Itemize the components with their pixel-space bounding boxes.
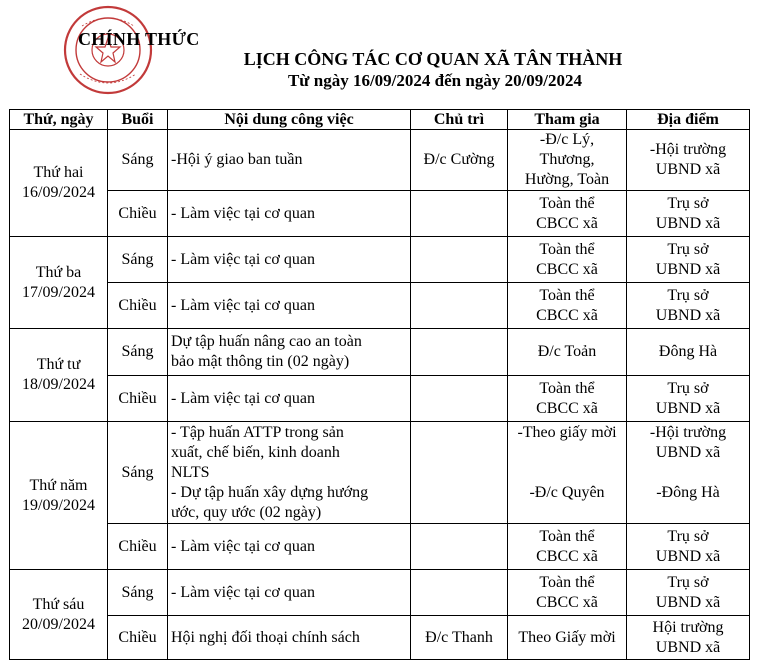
location-cell — [627, 191, 750, 237]
participants-line: CBCC xã — [536, 593, 598, 611]
location-line: UBND xã — [655, 399, 721, 417]
date-range: Từ ngày 16/09/2024 đến ngày 20/09/2024 — [287, 71, 583, 90]
location-line: Trụ sở — [667, 194, 709, 212]
location-line: Trụ sở — [667, 286, 709, 304]
content-line: -Hội ý giao ban tuần — [171, 151, 303, 168]
content-line: - Làm việc tại cơ quan — [171, 537, 315, 555]
participants-line: Đ/c Toản — [537, 343, 597, 360]
participants-cell — [508, 329, 627, 376]
header-day: Thứ, ngày — [10, 110, 108, 130]
table-row — [10, 130, 750, 191]
participants-line: CBCC xã — [536, 306, 598, 324]
location-cell — [627, 422, 750, 524]
official-stamp-text: CHÍNH THỨC — [78, 29, 200, 49]
host-cell — [411, 237, 508, 283]
day-name: Thứ hai — [33, 164, 84, 181]
day-cell — [10, 237, 108, 329]
day-date: 17/09/2024 — [22, 283, 95, 301]
content-line: - Làm việc tại cơ quan — [171, 583, 315, 601]
content-cell — [168, 329, 411, 376]
location-line: UBND xã — [655, 443, 721, 461]
location-cell — [627, 283, 750, 329]
header-session: Buổi — [108, 110, 168, 130]
day-cell — [10, 130, 108, 237]
table-row — [10, 376, 750, 422]
content-line: bảo mật thông tin (02 ngày) — [171, 353, 350, 370]
session-cell: Chiều — [108, 524, 168, 570]
location-line: Trụ sở — [667, 240, 709, 258]
location-line: UBND xã — [655, 547, 721, 565]
page-title: LỊCH CÔNG TÁC CƠ QUAN XÃ TÂN THÀNH — [243, 49, 623, 69]
content-cell — [168, 237, 411, 283]
header-host: Chủ trì — [411, 110, 508, 130]
content-line: xuất, chế biến, kinh doanh — [171, 443, 340, 461]
location-line: UBND xã — [655, 306, 721, 324]
table-row — [10, 329, 750, 376]
content-cell — [168, 570, 411, 616]
content-line: - Làm việc tại cơ quan — [171, 204, 315, 222]
day-date: 16/09/2024 — [22, 184, 95, 201]
content-cell — [168, 191, 411, 237]
host-cell — [411, 329, 508, 376]
table-row — [10, 616, 750, 660]
participants-cell — [508, 237, 627, 283]
location-line: UBND xã — [655, 593, 721, 611]
location-cell — [627, 570, 750, 616]
location-line: UBND xã — [655, 214, 721, 232]
header-content: Nội dung công việc — [168, 110, 411, 130]
schedule-table — [9, 109, 750, 660]
host-cell: Đ/c Cường — [411, 130, 508, 191]
table-row — [10, 524, 750, 570]
session-cell: Sáng — [108, 329, 168, 376]
location-cell — [627, 329, 750, 376]
location-line: Đông Hà — [658, 343, 718, 360]
location-line: -Hội trường — [649, 423, 727, 441]
table-header-row — [10, 110, 750, 130]
participants-cell — [508, 191, 627, 237]
session-cell: Chiều — [108, 616, 168, 660]
day-date: 19/09/2024 — [22, 496, 95, 514]
participants-line: Toàn thể — [539, 194, 595, 212]
participants-line — [511, 503, 623, 523]
participants-line: -Theo giấy mời — [517, 423, 617, 441]
content-line: ước, quy ước (02 ngày) — [171, 503, 322, 521]
participants-cell — [508, 524, 627, 570]
participants-line: CBCC xã — [536, 547, 598, 565]
participants-line: Theo Giấy mời — [518, 628, 616, 646]
day-name: Thứ sáu — [32, 595, 85, 613]
participants-line: Toàn thể — [539, 527, 595, 545]
participants-line: CBCC xã — [536, 214, 598, 232]
table-row — [10, 422, 750, 524]
location-cell — [627, 130, 750, 191]
host-cell — [411, 376, 508, 422]
session-cell: Sáng — [108, 422, 168, 524]
participants-line: CBCC xã — [536, 399, 598, 417]
participants-cell — [508, 422, 627, 524]
content-line: - Làm việc tại cơ quan — [171, 389, 315, 407]
host-cell — [411, 283, 508, 329]
location-line: Trụ sở — [667, 527, 709, 545]
location-line — [630, 463, 746, 483]
location-cell — [627, 376, 750, 422]
content-line: - Làm việc tại cơ quan — [171, 296, 315, 314]
participants-cell — [508, 130, 627, 191]
participants-cell — [508, 570, 627, 616]
day-cell — [10, 422, 108, 570]
session-cell: Sáng — [108, 130, 168, 191]
content-cell — [168, 130, 411, 191]
participants-line — [511, 443, 623, 463]
host-cell — [411, 422, 508, 524]
host-cell — [411, 524, 508, 570]
content-cell — [168, 283, 411, 329]
location-line: Trụ sở — [667, 379, 709, 397]
session-cell: Sáng — [108, 237, 168, 283]
table-row — [10, 191, 750, 237]
day-cell — [10, 570, 108, 660]
host-cell — [411, 191, 508, 237]
participants-cell — [508, 376, 627, 422]
location-cell — [627, 616, 750, 660]
session-cell: Sáng — [108, 570, 168, 616]
participants-cell — [508, 616, 627, 660]
participants-line: CBCC xã — [536, 260, 598, 278]
host-cell: Đ/c Thanh — [411, 616, 508, 660]
session-cell: Chiều — [108, 283, 168, 329]
day-name: Thứ tư — [36, 356, 81, 373]
table-row — [10, 570, 750, 616]
participants-line: -Đ/c Quyên — [529, 483, 605, 501]
day-date: 18/09/2024 — [22, 376, 95, 393]
day-name: Thứ năm — [29, 476, 88, 494]
participants-line: -Đ/c Lý, — [539, 131, 595, 148]
participants-line — [511, 463, 623, 483]
location-line: UBND xã — [655, 161, 721, 178]
location-line: UBND xã — [655, 260, 721, 278]
content-cell — [168, 376, 411, 422]
location-line: -Đông Hà — [656, 483, 720, 501]
header-participants: Tham gia — [508, 110, 627, 130]
header-location: Địa điểm — [627, 110, 750, 130]
host-cell — [411, 570, 508, 616]
session-cell: Chiều — [108, 376, 168, 422]
table-row — [10, 237, 750, 283]
content-cell — [168, 422, 411, 524]
content-line: - Tập huấn ATTP trong sản — [171, 423, 344, 441]
content-line: Dự tập huấn nâng cao an toàn — [171, 333, 362, 350]
day-cell — [10, 329, 108, 422]
content-cell — [168, 524, 411, 570]
participants-line: Hường, Toàn — [524, 171, 610, 188]
participants-line: Toàn thể — [539, 573, 595, 591]
location-line: UBND xã — [655, 638, 721, 656]
location-cell — [627, 237, 750, 283]
participants-line: Thương, — [539, 151, 595, 168]
location-line: -Hội trường — [649, 141, 727, 158]
location-line — [630, 503, 746, 523]
location-line: Trụ sở — [667, 573, 709, 591]
content-line: Hội nghị đối thoại chính sách — [171, 628, 360, 646]
participants-line: Toàn thể — [539, 240, 595, 258]
location-cell — [627, 524, 750, 570]
content-line: NLTS — [171, 463, 210, 481]
participants-cell — [508, 283, 627, 329]
content-line: - Dự tập huấn xây dựng hướng — [171, 483, 369, 501]
day-date: 20/09/2024 — [22, 615, 95, 633]
content-line: - Làm việc tại cơ quan — [171, 250, 315, 268]
participants-line: Toàn thể — [539, 286, 595, 304]
content-cell — [168, 616, 411, 660]
participants-line: Toàn thể — [539, 379, 595, 397]
table-row — [10, 283, 750, 329]
session-cell: Chiều — [108, 191, 168, 237]
location-line: Hội trường — [652, 618, 724, 636]
day-name: Thứ ba — [35, 263, 82, 281]
